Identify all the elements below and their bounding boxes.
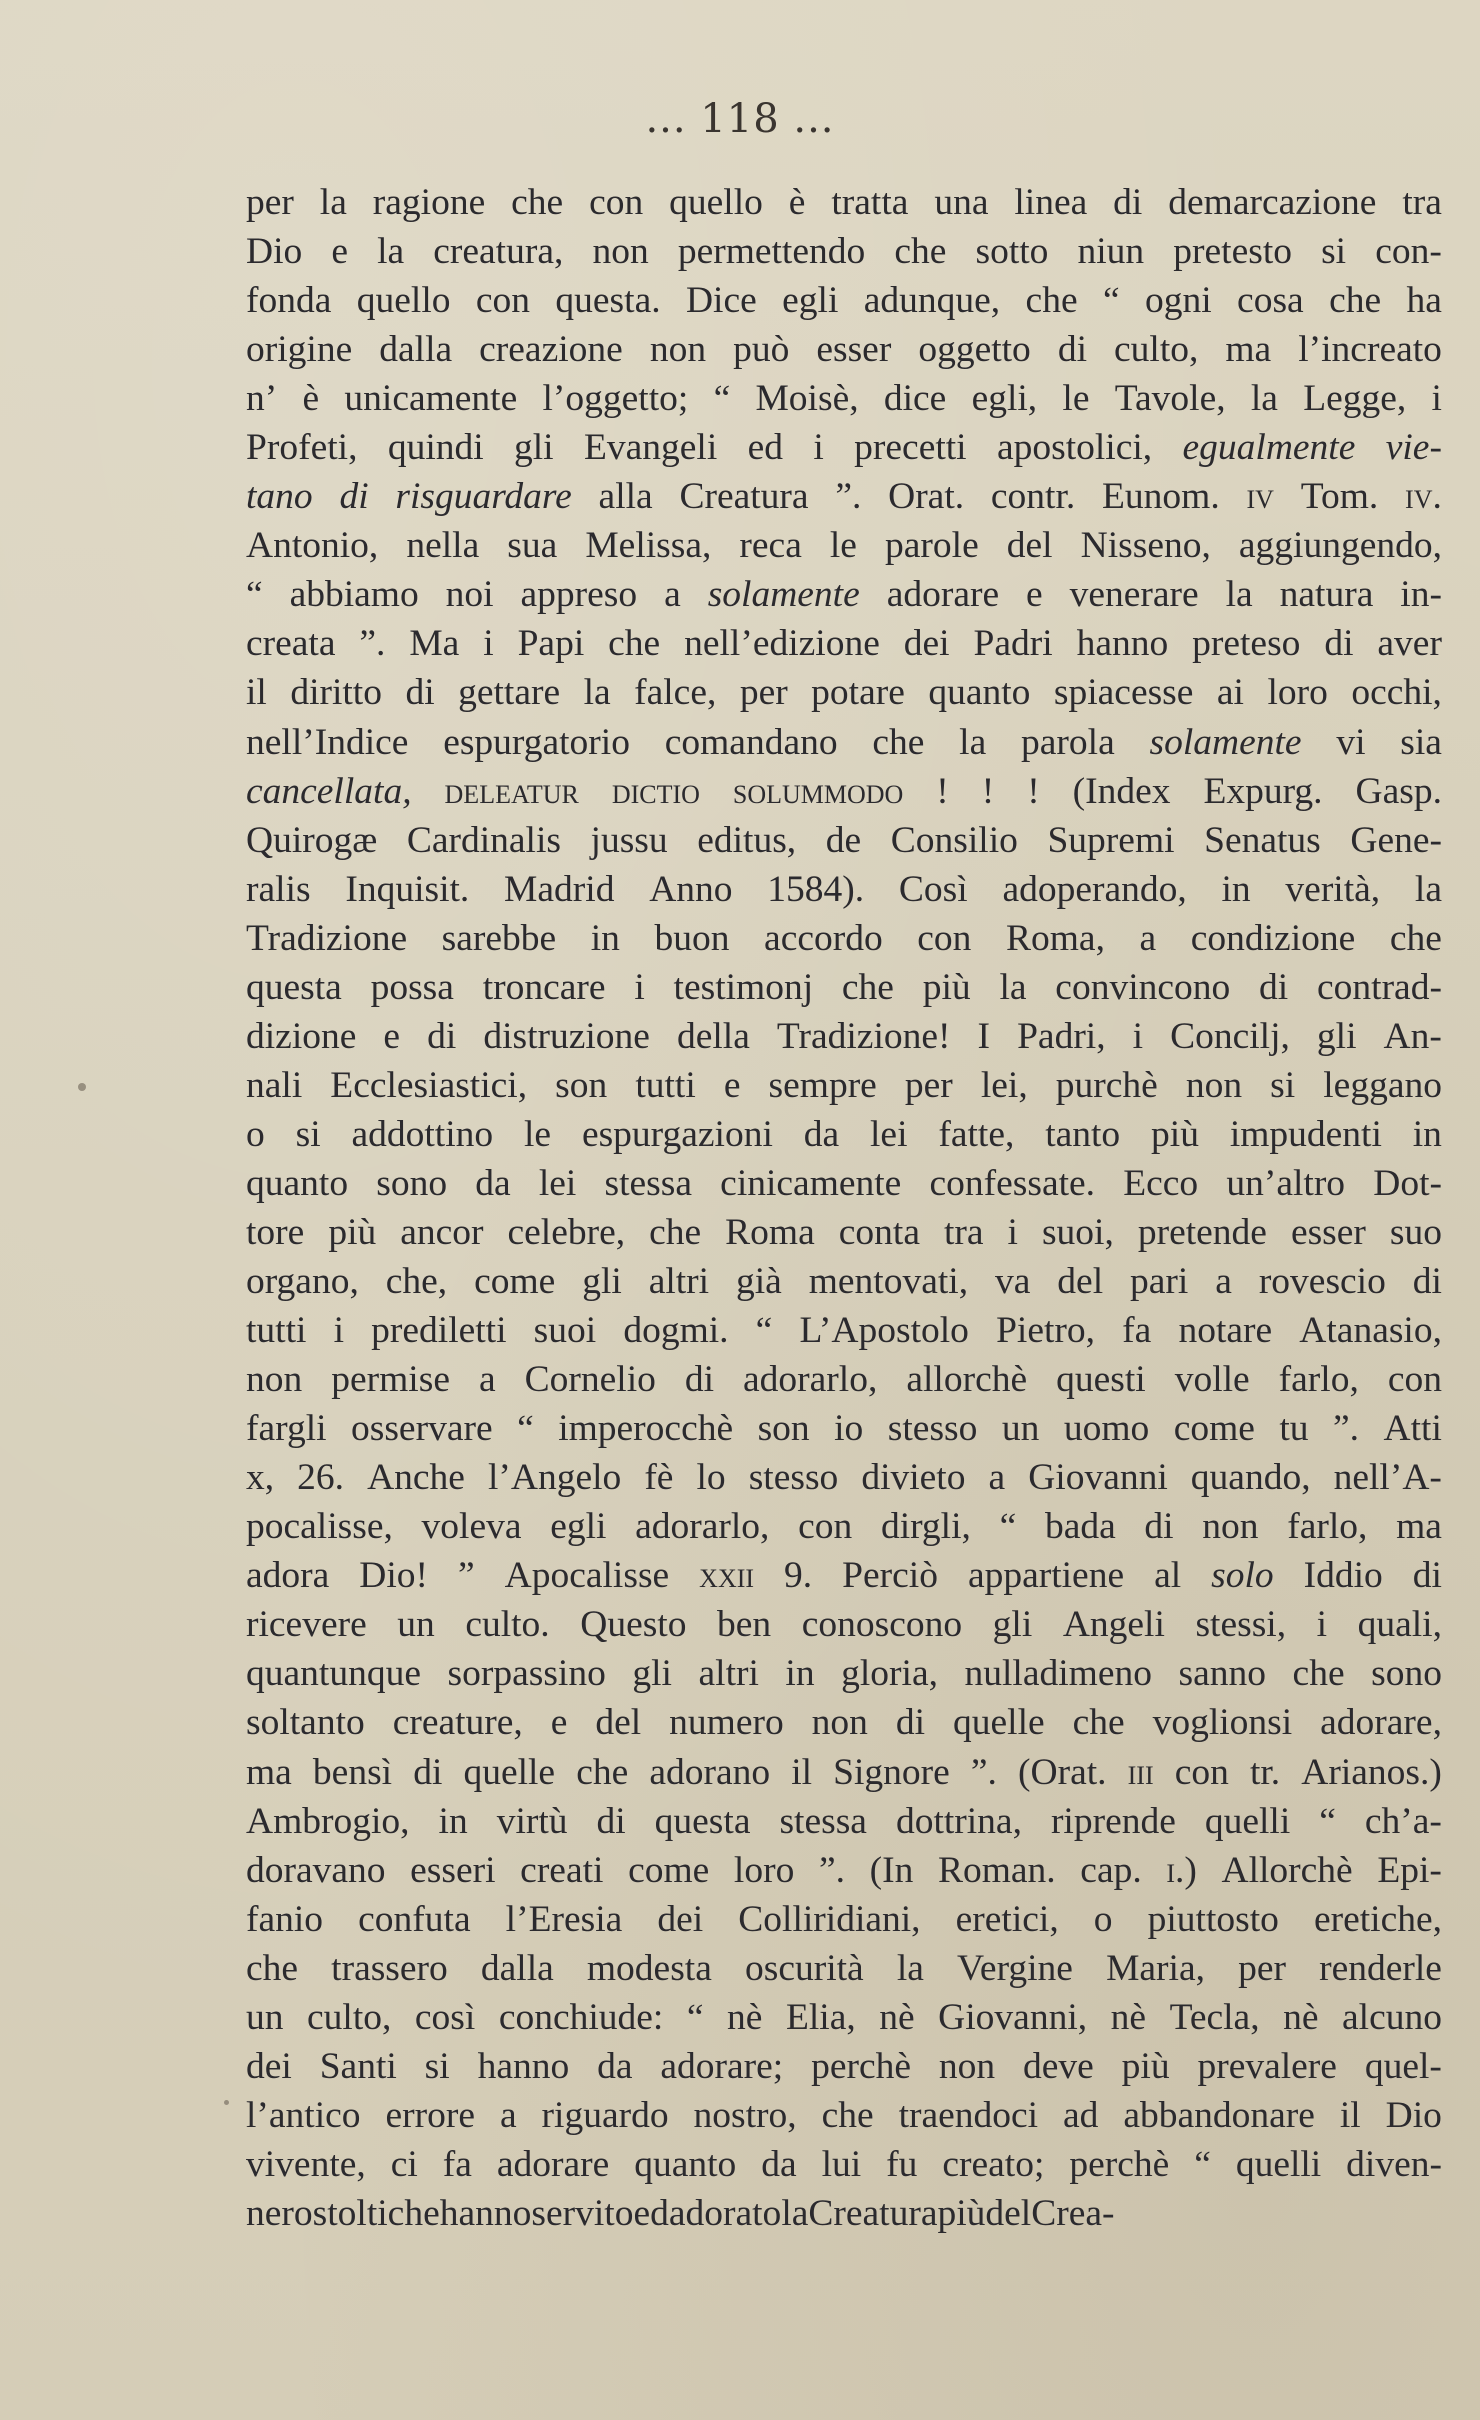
page-number: ... 118 ... xyxy=(645,96,835,142)
text-line: Dio e la creatura, non permettendo che sotto niun pretesto si con- xyxy=(246,231,1442,273)
print-speck xyxy=(224,2100,229,2105)
text-line: ralis Inquisit. Madrid Anno 1584). Così adoperando, in verità, la xyxy=(246,868,1442,910)
text-line: soltanto creature, e del numero non di quelle che voglionsi adorare, xyxy=(246,1702,1442,1744)
text-line: tore più ancor celebre, che Roma conta tra i suoi, pretende esser suo xyxy=(246,1211,1442,1253)
text-line: nell’Indice espurgatorio comandano che la parola solamente vi sia xyxy=(246,721,1442,763)
text-line: doravano esseri creati come loro ”. (In Roman. cap. i.) Allorchè Epi- xyxy=(246,1849,1442,1891)
text-line: nero stolti che hanno servito ed adorato la Creatura più del Crea- xyxy=(246,2192,1115,2234)
text-line: vivente, ci fa adorare quanto da lui fu creato; perchè “ quelli diven- xyxy=(246,2143,1442,2185)
text-line: che trassero dalla modesta oscurità la Vergine Maria, per renderle xyxy=(246,1947,1442,1989)
text-line: un culto, così conchiude: “ nè Elia, nè Giovanni, nè Tecla, nè alcuno xyxy=(246,1996,1442,2038)
text-line: questa possa troncare i testimonj che più la convincono di contrad- xyxy=(246,966,1442,1008)
text-line: pocalisse, voleva egli adorarlo, con dirgli, “ bada di non farlo, ma xyxy=(246,1506,1442,1548)
text-line: ricevere un culto. Questo ben conoscono gli Angeli stessi, i quali, xyxy=(246,1604,1442,1646)
text-line: quanto sono da lei stessa cinicamente confessate. Ecco un’altro Dot- xyxy=(246,1162,1442,1204)
text-line: il diritto di gettare la falce, per potare quanto spiacesse ai loro occhi, xyxy=(246,672,1442,714)
text-line: per la ragione che con quello è tratta una linea di demarcazione tra xyxy=(246,182,1442,223)
text-line: cancellata, deleatur dictio solummodo ! ! ! (Index Expurg. Gasp. xyxy=(246,770,1442,812)
print-speck xyxy=(78,1083,86,1091)
text-line: dizione e di distruzione della Tradizione! I Padri, i Concilj, gli An- xyxy=(246,1015,1442,1057)
text-line: fonda quello con questa. Dice egli adunque, che “ ogni cosa che ha xyxy=(246,280,1442,322)
body-text xyxy=(246,178,1442,2238)
text-line: non permise a Cornelio di adorarlo, allorchè questi volle farlo, con xyxy=(246,1359,1442,1401)
text-line: fanio confuta l’Eresia dei Colliridiani, eretici, o piuttosto eretiche, xyxy=(246,1898,1442,1940)
text-line: o si addottino le espurgazioni da lei fatte, tanto più impudenti in xyxy=(246,1113,1442,1155)
text-line: dei Santi si hanno da adorare; perchè non deve più prevalere quel- xyxy=(246,2045,1442,2087)
text-line: Profeti, quindi gli Evangeli ed i precetti apostolici, egualmente vie- xyxy=(246,427,1442,469)
text-line: organo, che, come gli altri già mentovati, va del pari a rovescio di xyxy=(246,1261,1442,1303)
text-line: quantunque sorpassino gli altri in gloria, nulladimeno sanno che sono xyxy=(246,1653,1442,1695)
text-line: Antonio, nella sua Melissa, reca le parole del Nisseno, aggiungendo, xyxy=(246,525,1442,567)
text-line: l’antico errore a riguardo nostro, che traendoci ad abbandonare il Dio xyxy=(246,2094,1442,2136)
text-line: Quirogæ Cardinalis jussu editus, de Consilio Supremi Senatus Gene- xyxy=(246,819,1442,861)
text-line: ma bensì di quelle che adorano il Signore ”. (Orat. iii con tr. Arianos.) xyxy=(246,1751,1442,1793)
text-line: tutti i prediletti suoi dogmi. “ L’Apostolo Pietro, fa notare Atanasio, xyxy=(246,1310,1442,1352)
text-line: adora Dio! ” Apocalisse xxii 9. Perciò appartiene al solo Iddio di xyxy=(246,1555,1442,1597)
text-line: “ abbiamo noi appreso a solamente adorare e venerare la natura in- xyxy=(246,574,1442,616)
text-line: creata ”. Ma i Papi che nell’edizione dei Padri hanno preteso di aver xyxy=(246,623,1442,665)
text-line: nali Ecclesiastici, son tutti e sempre per lei, purchè non si leggano xyxy=(246,1064,1442,1106)
text-line: tano di risguardare alla Creatura ”. Orat. contr. Eunom. iv Tom. iv. xyxy=(246,476,1442,518)
text-line: n’ è unicamente l’oggetto; “ Moisè, dice egli, le Tavole, la Legge, i xyxy=(246,378,1442,420)
text-line: x, 26. Anche l’Angelo fè lo stesso divieto a Giovanni quando, nell’A- xyxy=(246,1457,1442,1499)
text-line: origine dalla creazione non può esser oggetto di culto, ma l’increato xyxy=(246,329,1442,371)
text-line: Tradizione sarebbe in buon accordo con Roma, a condizione che xyxy=(246,917,1442,959)
text-line: fargli osservare “ imperocchè son io stesso un uomo come tu ”. Atti xyxy=(246,1408,1442,1450)
text-line: Ambrogio, in virtù di questa stessa dottrina, riprende quelli “ ch’a- xyxy=(246,1800,1442,1842)
